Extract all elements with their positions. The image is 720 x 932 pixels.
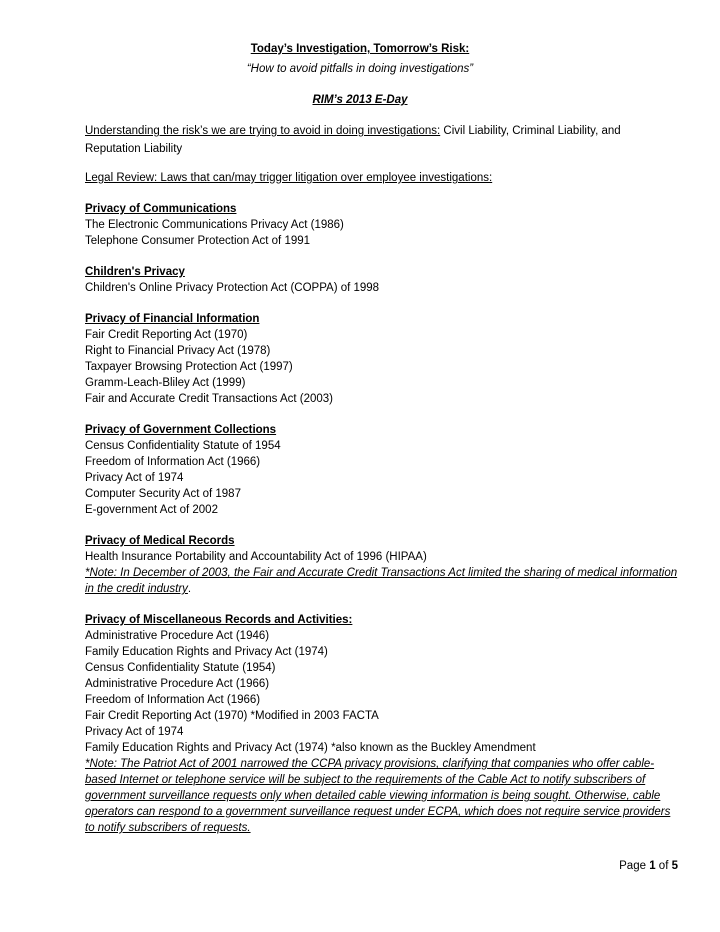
list-item: Privacy Act of 1974 [85, 726, 184, 738]
list-item: Gramm-Leach-Bliley Act (1999) [85, 377, 246, 389]
page-label: Page [619, 860, 650, 872]
section-heading-government: Privacy of Government Collections [85, 424, 277, 436]
legal-review-heading: Legal Review: Laws that can/may trigger litigation over employee investigations: [85, 172, 493, 184]
list-item: Administrative Procedure Act (1966) [85, 678, 270, 690]
section-heading-communications: Privacy of Communications [85, 203, 237, 215]
section-heading-financial: Privacy of Financial Information [85, 313, 260, 325]
of-label: of [655, 860, 672, 872]
intro-paragraph [85, 122, 679, 158]
list-item: Fair and Accurate Credit Transactions Act (2003) [85, 393, 334, 405]
list-item: Right to Financial Privacy Act (1978) [85, 345, 271, 357]
list-item: The Electronic Communications Privacy Act (1986) [85, 219, 344, 231]
document-body [85, 122, 679, 836]
list-item: Fair Credit Reporting Act (1970) [85, 329, 248, 341]
total-pages: 5 [671, 860, 678, 872]
section-heading-medical: Privacy of Medical Records [85, 535, 235, 547]
list-item: Health Insurance Portability and Accountability Act of 1996 (HIPAA) [85, 551, 427, 563]
section-heading-misc: Privacy of Miscellaneous Records and Activities: [85, 614, 353, 626]
list-item: Privacy Act of 1974 [85, 472, 184, 484]
medical-note-suffix: . [187, 583, 192, 595]
list-item: Telephone Consumer Protection Act of 1991 [85, 235, 311, 247]
list-item: Fair Credit Reporting Act (1970) *Modified in 2003 FACTA [85, 710, 379, 722]
page-number: 1 [649, 860, 656, 872]
list-item: Census Confidentiality Statute (1954) [85, 662, 276, 674]
document-title: Today’s Investigation, Tomorrow’s Risk: [250, 43, 470, 55]
list-item: Census Confidentiality Statute of 1954 [85, 440, 281, 452]
medical-note: *Note: In December of 2003, the Fair and Accurate Credit Transactions Act limited the sharing of medical information in the credit industry [85, 567, 678, 595]
medical-note-paragraph [85, 565, 679, 597]
list-item: Taxpayer Browsing Protection Act (1997) [85, 361, 293, 373]
list-item: Freedom of Information Act (1966) [85, 456, 261, 468]
section-heading-children: Children's Privacy [85, 266, 185, 278]
event-name: RIM’s 2013 E-Day [312, 94, 408, 106]
list-item: Computer Security Act of 1987 [85, 488, 241, 500]
intro-text: Civil Liability, Criminal Liability, and Reputation Liability [85, 125, 621, 155]
list-item: Freedom of Information Act (1966) [85, 694, 261, 706]
intro-label: Understanding the risk’s we are trying to avoid in doing investigations: [85, 125, 441, 137]
page-footer [619, 860, 678, 872]
misc-note: *Note: The Patriot Act of 2001 narrowed the CCPA privacy provisions, clarifying that companies who offer cable-based Internet or telephone service will be subject to the requirements of the Cable Act to notify subscribers of government surveillance requests only when detailed cable viewing information is being sought. Otherwise, cable operators can respond to a government surveillance request under ECPA, which does not require service providers to notify subscribers of requests. [85, 758, 671, 834]
list-item: Family Education Rights and Privacy Act (1974) *also known as the Buckley Amendment [85, 742, 536, 754]
list-item: E-government Act of 2002 [85, 504, 218, 516]
list-item: Children's Online Privacy Protection Act (COPPA) of 1998 [85, 282, 380, 294]
list-item: Family Education Rights and Privacy Act (1974) [85, 646, 328, 658]
document-subtitle: “How to avoid pitfalls in doing investigations” [246, 63, 474, 75]
list-item: Administrative Procedure Act (1946) [85, 630, 270, 642]
